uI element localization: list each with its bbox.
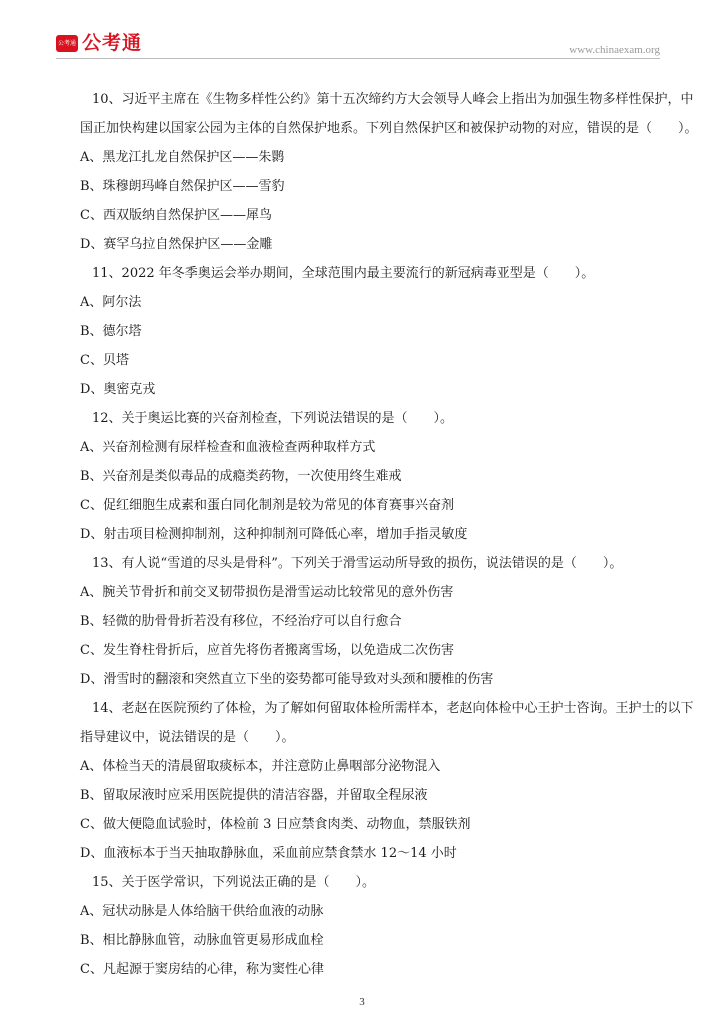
- answer-option: D、血液标本于当天抽取静脉血，采血前应禁食禁水 12～14 小时: [80, 846, 457, 861]
- question-text: 指导建议中，说法错误的是（ ）。: [80, 730, 295, 745]
- answer-option: C、西双版纳自然保护区——犀鸟: [80, 208, 272, 223]
- answer-option: B、轻微的肋骨骨折若没有移位，不经治疗可以自行愈合: [80, 614, 402, 629]
- question-block: [80, 701, 694, 862]
- answer-option: D、赛罕乌拉自然保护区——金雕: [80, 237, 273, 252]
- answer-option: C、促红细胞生成素和蛋白同化制剂是较为常见的体育赛事兴奋剂: [80, 498, 454, 513]
- answer-option: C、发生脊柱骨折后，应首先将伤者搬离雪场，以免造成二次伤害: [80, 643, 454, 658]
- site-url: www.chinaexam.org: [569, 44, 660, 56]
- question-block: [80, 266, 666, 398]
- question-text: 国正加快构建以国家公园为主体的自然保护地系。下列自然保护区和被保护动物的对应，错误的是（ ）。: [80, 121, 698, 136]
- logo-text: 公考通: [82, 32, 143, 54]
- logo-icon: 公考通: [56, 35, 78, 52]
- answer-option: A、冠状动脉是人体给脑干供给血液的动脉: [80, 904, 324, 919]
- answer-option: A、黑龙江扎龙自然保护区——朱鹮: [80, 150, 285, 165]
- question-text: 11、2022 年冬季奥运会举办期间，全球范围内最主要流行的新冠病毒亚型是（ ）。: [92, 266, 595, 281]
- answer-option: D、滑雪时的翻滚和突然直立下坐的姿势都可能导致对头颈和腰椎的伤害: [80, 672, 494, 687]
- document-body: [80, 92, 698, 991]
- question-text: 12、关于奥运比赛的兴奋剂检查，下列说法错误的是（ ）。: [92, 411, 454, 426]
- answer-option: A、阿尔法: [80, 295, 142, 310]
- page-number: 3: [359, 996, 365, 1008]
- question-block: [80, 411, 666, 543]
- answer-option: A、体检当天的清晨留取痰标本，并注意防止鼻咽部分泌物混入: [80, 759, 441, 774]
- answer-option: D、奥密克戎: [80, 382, 156, 397]
- question-block: [80, 875, 666, 978]
- answer-option: B、留取尿液时应采用医院提供的清洁容器，并留取全程尿液: [80, 788, 428, 803]
- answer-option: D、射击项目检测抑制剂，这种抑制剂可降低心率，增加手指灵敏度: [80, 527, 468, 542]
- question-text: 15、关于医学常识，下列说法正确的是（ ）。: [92, 875, 376, 890]
- question-block: [80, 556, 666, 688]
- answer-option: B、相比静脉血管，动脉血管更易形成血栓: [80, 933, 324, 948]
- answer-option: B、兴奋剂是类似毒品的成瘾类药物，一次使用终生难戒: [80, 469, 402, 484]
- page-header: [0, 0, 724, 62]
- answer-option: C、贝塔: [80, 353, 129, 368]
- answer-option: C、凡起源于窦房结的心律，称为窦性心律: [80, 962, 324, 977]
- question-text: 10、习近平主席在《生物多样性公约》第十五次缔约方大会领导人峰会上指出为加强生物多样性保护，中: [92, 92, 694, 107]
- answer-option: A、兴奋剂检测有尿样检查和血液检查两种取样方式: [80, 440, 376, 455]
- answer-option: A、腕关节骨折和前交叉韧带损伤是滑雪运动比较常见的意外伤害: [80, 585, 454, 600]
- header-divider: [56, 58, 660, 59]
- question-block: [80, 92, 698, 253]
- answer-option: B、珠穆朗玛峰自然保护区——雪豹: [80, 179, 285, 194]
- answer-option: B、德尔塔: [80, 324, 142, 339]
- question-text: 13、有人说“雪道的尽头是骨科”。下列关于滑雪运动所导致的损伤，说法错误的是（ ）。: [92, 556, 623, 571]
- question-text: 14、老赵在医院预约了体检，为了解如何留取体检所需样本，老赵向体检中心王护士咨询。王护士的以下: [92, 701, 694, 716]
- answer-option: C、做大便隐血试验时，体检前 3 日应禁食肉类、动物血，禁服铁剂: [80, 817, 471, 832]
